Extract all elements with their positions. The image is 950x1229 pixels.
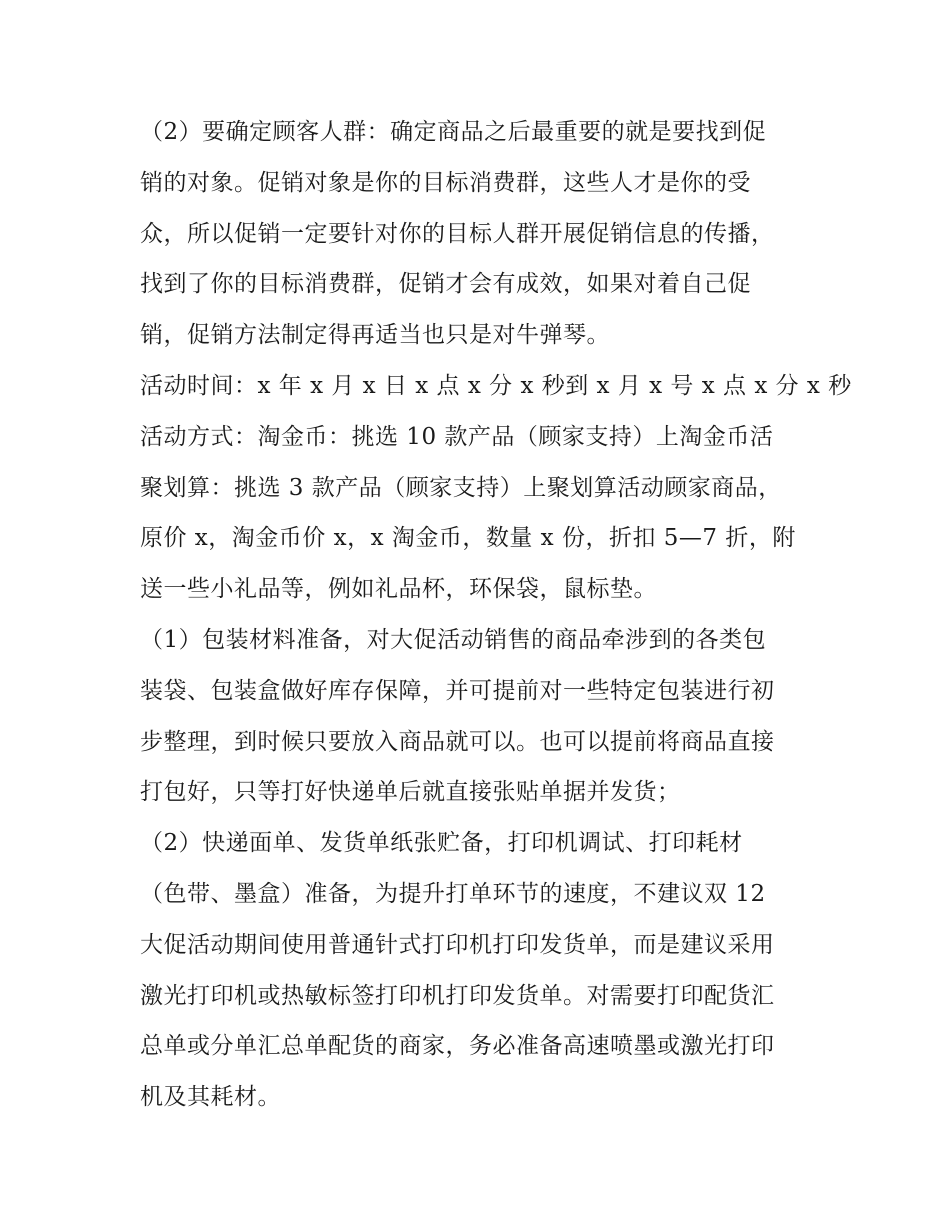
text-line: 聚划算：挑选 3 款产品（顾家支持）上聚划算活动顾家商品， — [140, 474, 782, 501]
text-line: 机及其耗材。 — [140, 1084, 281, 1111]
text-line: （色带、墨盒）准备，为提升打单环节的速度，不建议双 12 — [140, 880, 766, 907]
text-line: 销，促销方法制定得再适当也只是对牛弹琴。 — [140, 322, 610, 349]
text-line: 总单或分单汇总单配货的商家，务必准备高速喷墨或激光打印 — [140, 1033, 775, 1060]
text-line: （1）包装材料准备，对大促活动销售的商品牵涉到的各类包 — [140, 626, 767, 653]
text-line: （2）要确定顾客人群：确定商品之后最重要的就是要找到促 — [140, 119, 767, 145]
text-line: 活动方式：淘金币：挑选 10 款产品（顾家支持）上淘金币活 — [140, 423, 774, 450]
text-line: 大促活动期间使用普通针式打印机打印发货单，而是建议采用 — [140, 931, 775, 958]
text-line: 原价 x，淘金币价 x，x 淘金币，数量 x 份，折扣 5—7 折，附 — [140, 525, 796, 552]
document-body — [140, 107, 852, 1123]
text-line: 销的对象。促销对象是你的目标消费群，这些人才是你的受 — [140, 169, 751, 196]
text-line: 步整理，到时候只要放入商品就可以。也可以提前将商品直接 — [140, 728, 775, 755]
text-line: （2）快递面单、发货单纸张贮备，打印机调试、打印耗材 — [140, 830, 743, 857]
text-line: 众，所以促销一定要针对你的目标人群开展促销信息的传播， — [140, 220, 775, 247]
text-line: 送一些小礼品等，例如礼品杯，环保袋，鼠标垫。 — [140, 576, 657, 603]
text-line: 装袋、包装盒做好库存保障，并可提前对一些特定包装进行初 — [140, 677, 775, 704]
text-line: 激光打印机或热敏标签打印机打印发货单。对需要打印配货汇 — [140, 982, 775, 1009]
text-line: 打包好，只等打好快递单后就直接张贴单据并发货； — [140, 779, 681, 806]
text-line: 找到了你的目标消费群，促销才会有成效，如果对着自己促 — [140, 271, 751, 298]
text-line: 活动时间：x 年 x 月 x 日 x 点 x 分 x 秒到 x 月 x 号 x 点 x 分 x 秒 — [140, 372, 852, 399]
